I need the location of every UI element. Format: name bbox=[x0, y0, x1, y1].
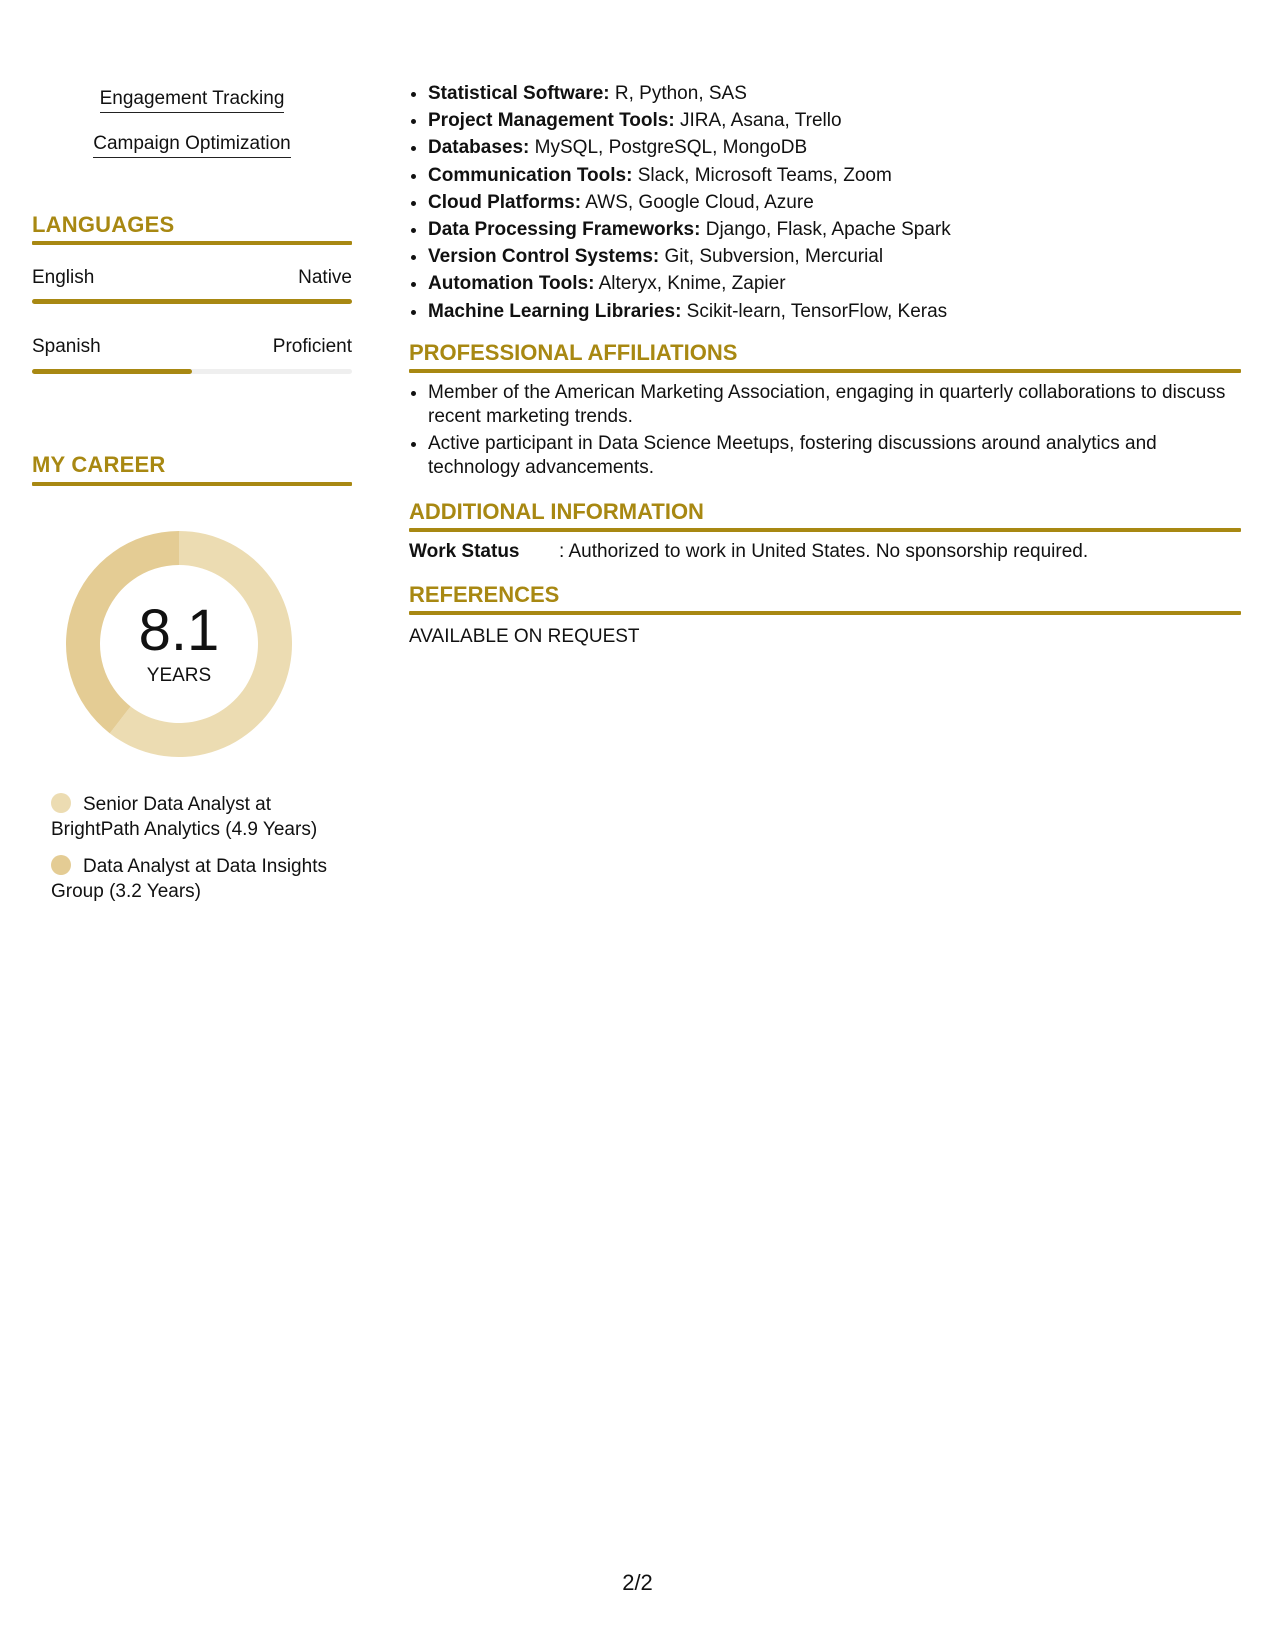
career-rule bbox=[32, 482, 352, 486]
language-bar-english bbox=[32, 299, 352, 304]
skill-value: Git, Subversion, Mercurial bbox=[659, 246, 884, 268]
skill-label: Data Processing Frameworks: bbox=[428, 219, 701, 241]
languages-heading: LANGUAGES bbox=[32, 212, 175, 237]
language-bar-fill bbox=[32, 299, 352, 304]
language-bar-fill bbox=[32, 369, 192, 374]
skill-value: Alteryx, Knime, Zapier bbox=[594, 273, 786, 295]
work-status-label: Work Status bbox=[409, 541, 520, 562]
skill-value: AWS, Google Cloud, Azure bbox=[581, 191, 814, 213]
legend-dot bbox=[51, 793, 71, 813]
skill-value: Scikit-learn, TensorFlow, Keras bbox=[681, 300, 948, 322]
affiliation-item: • Active participant in Data Science Meetups, fostering discussions around analytics and technology advancements. bbox=[428, 432, 1241, 480]
page-number: 2/2 bbox=[622, 1570, 653, 1595]
skill-item bbox=[428, 270, 951, 297]
skill-item bbox=[428, 298, 951, 325]
affiliations-heading: PROFESSIONAL AFFILIATIONS bbox=[409, 340, 738, 365]
skill-label: Automation Tools: bbox=[428, 273, 595, 295]
career-heading: MY CAREER bbox=[32, 452, 166, 477]
skill-value: R, Python, SAS bbox=[609, 83, 747, 104]
language-name: English bbox=[32, 267, 95, 288]
skill-value: MySQL, PostgreSQL, MongoDB bbox=[529, 137, 808, 159]
skill-label: Cloud Platforms: bbox=[428, 191, 582, 213]
skill-item bbox=[428, 80, 951, 107]
tag-engagement-tracking bbox=[32, 88, 352, 113]
skill-label: Version Control Systems: bbox=[428, 246, 660, 268]
skill-label: Machine Learning Libraries: bbox=[428, 300, 682, 322]
skill-item bbox=[428, 189, 951, 216]
career-total-years: 8.1 bbox=[138, 598, 220, 663]
additional-info-rule bbox=[409, 528, 1241, 532]
skill-label: Databases: bbox=[428, 137, 530, 159]
skills-list bbox=[409, 80, 951, 325]
references-rule bbox=[409, 611, 1241, 615]
languages-rule bbox=[32, 241, 352, 245]
references-text: AVAILABLE ON REQUEST bbox=[409, 626, 640, 647]
career-legend-text: Data Analyst at Data Insights Group (3.2 Years) bbox=[51, 856, 327, 902]
career-legend-text: Senior Data Analyst at BrightPath Analytics (4.9 Years) bbox=[51, 794, 318, 840]
tag-campaign-optimization bbox=[32, 133, 352, 158]
affiliation-item: • Member of the American Marketing Association, engaging in quarterly collaborations to discuss recent marketing trends. bbox=[428, 381, 1241, 429]
skill-label: Statistical Software: bbox=[428, 83, 610, 104]
affiliations-rule bbox=[409, 369, 1241, 373]
language-level: Native bbox=[298, 267, 352, 288]
skill-value: JIRA, Asana, Trello bbox=[674, 110, 842, 132]
language-row-spanish bbox=[32, 336, 352, 358]
affiliations-list bbox=[409, 381, 1241, 483]
skill-item bbox=[428, 134, 951, 161]
language-bar-spanish bbox=[32, 369, 352, 374]
tag-label: Engagement Tracking bbox=[100, 88, 285, 113]
skill-label: Project Management Tools: bbox=[428, 110, 675, 132]
additional-info-heading: ADDITIONAL INFORMATION bbox=[409, 499, 704, 524]
language-level: Proficient bbox=[272, 336, 352, 357]
work-status-row bbox=[409, 541, 1241, 563]
language-name: Spanish bbox=[32, 336, 101, 357]
skill-item bbox=[428, 243, 951, 270]
career-total-unit: YEARS bbox=[146, 665, 212, 686]
references-heading: REFERENCES bbox=[409, 582, 560, 607]
skill-value: Django, Flask, Apache Spark bbox=[700, 219, 951, 241]
skill-value: Slack, Microsoft Teams, Zoom bbox=[632, 164, 892, 186]
tag-label: Campaign Optimization bbox=[93, 133, 290, 158]
skill-item bbox=[428, 162, 951, 189]
skill-item bbox=[428, 216, 951, 243]
language-row-english bbox=[32, 267, 352, 289]
skill-label: Communication Tools: bbox=[428, 164, 633, 186]
skill-item bbox=[428, 107, 951, 134]
legend-dot bbox=[51, 855, 71, 875]
career-legend-item bbox=[51, 792, 341, 842]
work-status-value: : Authorized to work in United States. No sponsorship required. bbox=[559, 541, 1089, 562]
career-legend-item bbox=[51, 854, 341, 904]
